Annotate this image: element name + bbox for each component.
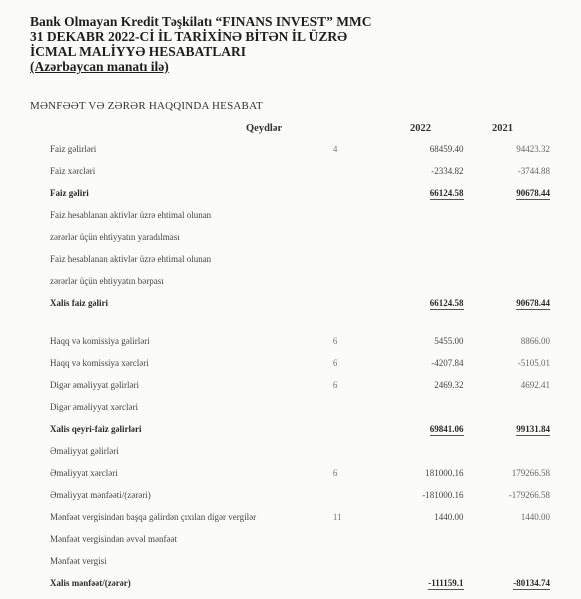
value-2022 xyxy=(370,528,472,550)
row-note xyxy=(333,292,370,314)
value-2022-value: -111159.1 xyxy=(428,578,464,588)
value-2021 xyxy=(472,528,551,550)
row-label: Haqq və komissiya gəlirləri xyxy=(50,336,150,346)
value-2022 xyxy=(370,138,472,160)
value-2021 xyxy=(472,292,551,314)
value-2021 xyxy=(472,440,551,462)
value-2022 xyxy=(370,292,472,314)
section-title: MƏNFƏƏT VƏ ZƏRƏR HAQQINDA HESABAT xyxy=(30,100,263,112)
income-statement-table xyxy=(30,138,550,594)
row-note xyxy=(333,270,370,292)
table-row xyxy=(30,418,550,440)
row-label: Faiz xərcləri xyxy=(50,166,96,176)
row-note xyxy=(333,226,370,248)
row-label: Faiz gəlirləri xyxy=(50,144,97,154)
row-note xyxy=(333,160,370,182)
value-2021 xyxy=(472,248,551,270)
value-2021 xyxy=(472,550,551,572)
value-2021-value: -3744.88 xyxy=(517,166,550,176)
table-row xyxy=(30,182,550,204)
row-spacer xyxy=(30,314,550,330)
report-header xyxy=(30,14,550,74)
value-2022 xyxy=(370,484,472,506)
row-label: Xalis mənfəət/(zərər) xyxy=(50,578,131,588)
value-2021-value: 179266.58 xyxy=(511,468,550,478)
row-label: Faiz hesablanan aktivlər üzrə ehtimal olunan xyxy=(50,210,212,220)
row-label: Digər əməliyyat xərcləri xyxy=(50,402,138,412)
table-row xyxy=(30,352,550,374)
value-2022-value: 66124.58 xyxy=(429,298,464,308)
value-2021 xyxy=(472,138,551,160)
row-note xyxy=(333,572,370,594)
report-title: İCMAL MALİYYƏ HESABATLARI xyxy=(30,44,246,59)
row-note: 6 xyxy=(332,468,338,478)
value-2021 xyxy=(472,270,551,292)
table-row xyxy=(30,292,550,314)
value-2022 xyxy=(370,418,472,440)
row-label: zərərlər üçün ehtiyyatın yaradılması xyxy=(50,232,180,242)
row-note xyxy=(333,484,370,506)
value-2022-value: -181000.16 xyxy=(422,490,464,500)
company-name: Bank Olmayan Kredit Təşkilatı “FINANS INVEST” MMC xyxy=(30,14,372,29)
row-note xyxy=(333,396,370,418)
value-2021 xyxy=(472,330,551,352)
value-2021-value: 90678.44 xyxy=(516,188,550,198)
value-2022-value: 1440.00 xyxy=(434,512,464,522)
value-2022-value: -2334.82 xyxy=(431,166,464,176)
value-2022 xyxy=(370,204,472,226)
column-header-notes: Qeydlər xyxy=(246,123,283,134)
table-row xyxy=(30,204,550,226)
report-date: 31 DEKABR 2022-Cİ İL TARİXİNƏ BİTƏN İL ÜZRƏ xyxy=(30,29,348,44)
value-2022-value: 69841.06 xyxy=(429,424,464,434)
row-label: zərərlər üçün ehtiyyatın bərpası xyxy=(50,276,164,286)
table-row xyxy=(30,462,550,484)
row-label: Digər əməliyyat gəlirləri xyxy=(50,380,139,390)
value-2022 xyxy=(370,374,472,396)
row-note xyxy=(333,248,370,270)
table-row xyxy=(30,226,550,248)
row-label: Faiz gəliri xyxy=(50,188,89,198)
row-label: Haqq və komissiya xərcləri xyxy=(50,358,149,368)
table-row xyxy=(30,270,550,292)
row-label: Faiz hesablanan aktivlər üzrə ehtimal olunan xyxy=(50,254,212,264)
value-2021 xyxy=(472,226,551,248)
value-2021 xyxy=(472,418,551,440)
row-label: Xalis faiz gəliri xyxy=(50,298,108,308)
value-2022 xyxy=(370,550,472,572)
value-2022-value: 66124.58 xyxy=(429,188,464,198)
value-2022 xyxy=(370,352,472,374)
value-2021-value: -80134.74 xyxy=(513,578,550,588)
row-note xyxy=(333,182,370,204)
row-note: 11 xyxy=(332,512,342,522)
table-row xyxy=(30,396,550,418)
value-2022 xyxy=(370,572,472,594)
value-2021 xyxy=(472,374,551,396)
table-row xyxy=(30,330,550,352)
value-2021 xyxy=(472,506,551,528)
value-2021 xyxy=(472,462,551,484)
table-row xyxy=(30,572,550,594)
row-label: Əməliyyat xərcləri xyxy=(50,468,118,478)
value-2021 xyxy=(472,484,551,506)
value-2021 xyxy=(472,182,551,204)
value-2021-value: -179266.58 xyxy=(508,490,550,500)
table-row xyxy=(30,484,550,506)
table-row xyxy=(30,506,550,528)
value-2022-value: 5455.00 xyxy=(434,336,464,346)
value-2022 xyxy=(370,396,472,418)
row-note: 4 xyxy=(332,144,338,154)
table-row xyxy=(30,528,550,550)
value-2022 xyxy=(370,226,472,248)
value-2021-value: 8866.00 xyxy=(520,336,550,346)
value-2021-value: 4692.41 xyxy=(520,380,550,390)
table-row xyxy=(30,374,550,396)
row-label: Mənfəət vergisi xyxy=(50,556,107,566)
value-2021-value: 90678.44 xyxy=(516,298,550,308)
value-2021 xyxy=(472,204,551,226)
value-2022-value: 68459.40 xyxy=(429,144,464,154)
row-note: 6 xyxy=(332,380,338,390)
value-2022 xyxy=(370,270,472,292)
value-2022 xyxy=(370,248,472,270)
table-row xyxy=(30,550,550,572)
value-2022-value: 181000.16 xyxy=(425,468,464,478)
table-row xyxy=(30,440,550,462)
row-note xyxy=(333,418,370,440)
column-header-2022: 2022 xyxy=(410,123,431,134)
value-2021 xyxy=(472,160,551,182)
row-label: Əməliyyat gəlirləri xyxy=(50,446,119,456)
value-2022 xyxy=(370,440,472,462)
table-row xyxy=(30,160,550,182)
table-row xyxy=(30,138,550,160)
row-label: Mənfəət vergisindən başqa gəlirdən çıxılan digər vergilər xyxy=(50,512,257,522)
row-label: Xalis qeyri-faiz gəlirləri xyxy=(50,424,142,434)
value-2021-value: 94423.32 xyxy=(516,144,550,154)
value-2022 xyxy=(370,506,472,528)
value-2021-value: -5105.01 xyxy=(517,358,550,368)
row-note: 6 xyxy=(332,336,338,346)
column-header-2021: 2021 xyxy=(492,123,513,134)
row-note xyxy=(333,204,370,226)
value-2022-value: 2469.32 xyxy=(434,380,464,390)
value-2021 xyxy=(472,352,551,374)
value-2022 xyxy=(370,182,472,204)
value-2022 xyxy=(370,330,472,352)
value-2021-value: 1440.00 xyxy=(520,512,550,522)
value-2022 xyxy=(370,160,472,182)
row-note: 6 xyxy=(332,358,338,368)
row-note xyxy=(333,550,370,572)
value-2022-value: -4207.84 xyxy=(431,358,464,368)
value-2022 xyxy=(370,462,472,484)
row-note xyxy=(333,528,370,550)
row-label: Mənfəət vergisindən əvvəl mənfəət xyxy=(50,534,178,544)
value-2021 xyxy=(472,572,551,594)
row-note xyxy=(333,440,370,462)
table-row xyxy=(30,248,550,270)
currency-note: (Azərbaycan manatı ilə) xyxy=(30,59,169,74)
value-2021-value: 99131.84 xyxy=(516,424,550,434)
value-2021 xyxy=(472,396,551,418)
row-label: Əməliyyat mənfəəti/(zərəri) xyxy=(50,490,151,500)
